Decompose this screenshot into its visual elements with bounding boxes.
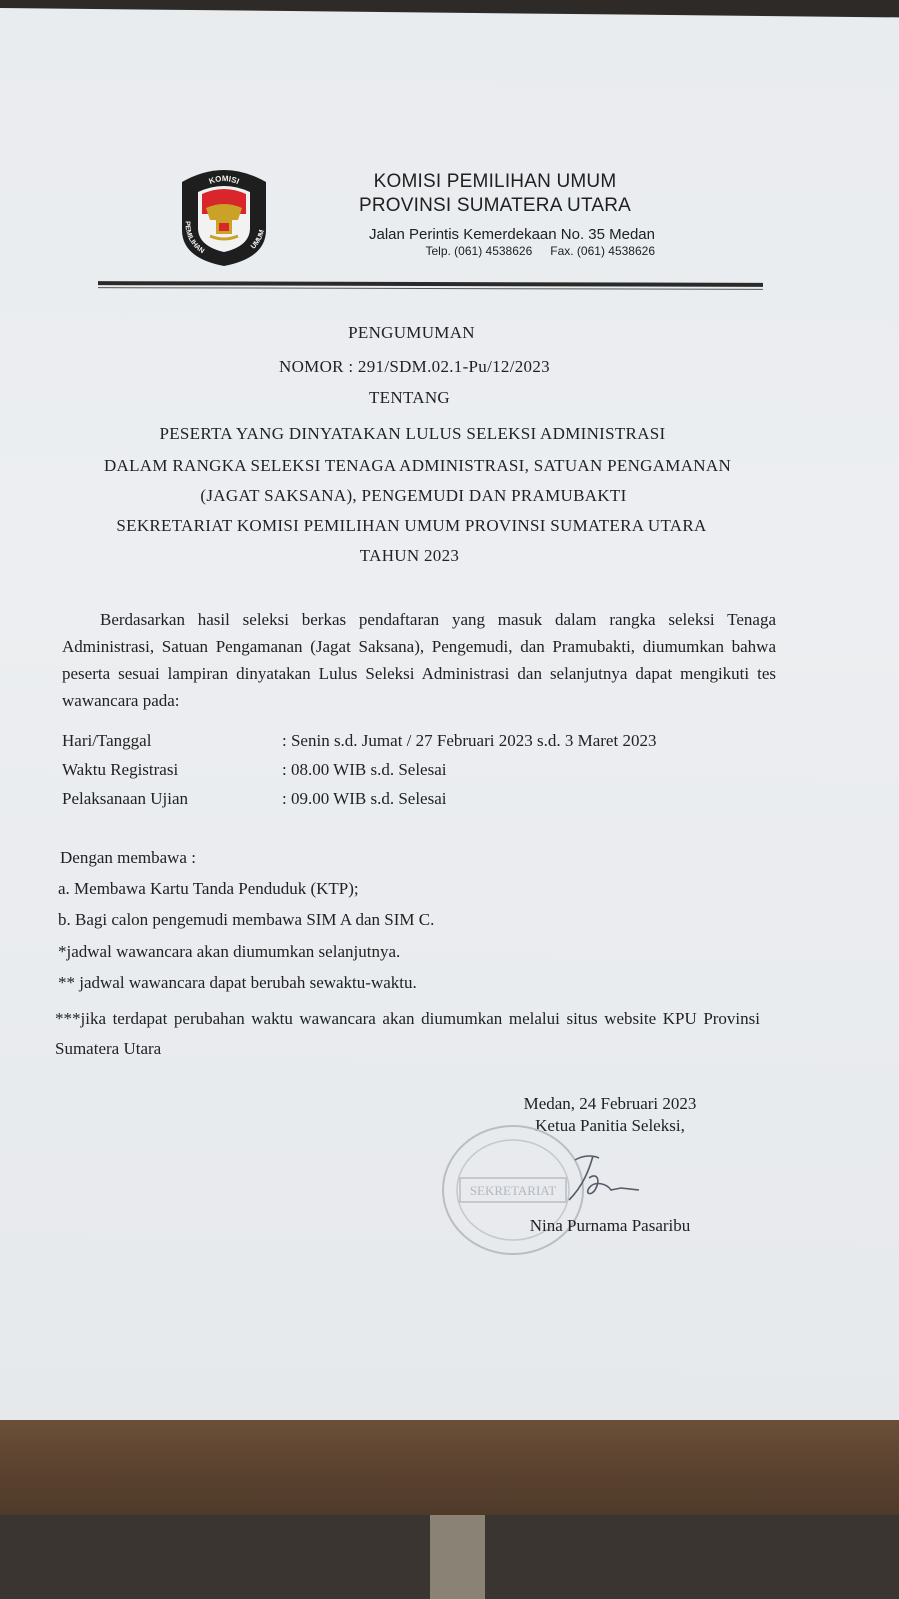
note: *jadwal wawancara akan diumumkan selanjutnya. (58, 942, 401, 961)
schedule-label: Pelaksanaan Ujian (62, 789, 189, 808)
schedule-label: Waktu Registrasi (62, 760, 179, 779)
org-address: Jalan Perintis Kemerdekaan No. 35 Medan (369, 226, 655, 243)
subject-line: TAHUN 2023 (359, 546, 460, 565)
schedule-row (62, 789, 446, 809)
signature-position: Ketua Panitia Seleksi, (535, 1116, 685, 1135)
signature-place-date: Medan, 24 Februari 2023 (523, 1094, 697, 1113)
header-divider-thin (98, 287, 763, 290)
bring-intro: Dengan membawa : (60, 848, 196, 867)
schedule-row (62, 731, 656, 751)
schedule-row (62, 760, 446, 780)
announcement-heading: PENGUMUMAN (348, 323, 475, 342)
announcement-about: TENTANG (369, 388, 450, 407)
bring-item: a. Membawa Kartu Tanda Penduduk (KTP); (58, 879, 359, 898)
schedule-value: : Senin s.d. Jumat / 27 Februari 2023 s.d. 3 Maret 2023 (282, 731, 657, 750)
stamp-text: SEKRETARIAT (469, 1183, 557, 1198)
handwritten-signature-icon (555, 1150, 645, 1210)
subject-line: SEKRETARIAT KOMISI PEMILIHAN UMUM PROVINSI SUMATERA UTARA (116, 516, 707, 535)
subject-line: PESERTA YANG DINYATAKAN LULUS SELEKSI ADMINISTRASI (159, 424, 666, 443)
bring-item: b. Bagi calon pengemudi membawa SIM A dan SIM C. (58, 910, 435, 929)
table-leg (430, 1515, 485, 1599)
subject-line: (JAGAT SAKSANA), PENGEMUDI DAN PRAMUBAKTI (200, 486, 627, 505)
logo-text-left: PEMILIHAN (183, 220, 206, 256)
announcement-number: NOMOR : 291/SDM.02.1-Pu/12/2023 (279, 357, 550, 376)
letterhead (335, 170, 655, 258)
schedule-value: : 09.00 WIB s.d. Selesai (282, 789, 447, 808)
floor (0, 1515, 899, 1599)
org-name-line2: PROVINSI SUMATERA UTARA (358, 195, 632, 216)
note: ***jika terdapat perubahan waktu wawancara akan diumumkan melalui situs website KPU Provinsi Sumatera Utara (55, 1009, 760, 1058)
kpu-logo-icon (176, 162, 272, 268)
note: ** jadwal wawancara dapat berubah sewaktu-waktu. (58, 973, 417, 992)
schedule-label: Hari/Tanggal (62, 731, 152, 750)
logo-text-top: KOMISI (207, 174, 241, 187)
body-paragraph: Berdasarkan hasil seleksi berkas pendaftaran yang masuk dalam rangka seleksi Tenaga Administrasi, Satuan Pengamanan (Jagat Saksana), Pengemudi, dan Pramubakti, diumumkan bahwa peserta sesuai lampiran dinyatakan Lulus Seleksi Administrasi dan selanjutnya dapat mengikuti tes wawancara pada: (62, 610, 776, 710)
table-edge (0, 1420, 899, 1515)
header-divider (98, 281, 763, 287)
telp-number: Telp. (061) 4538626 (425, 244, 533, 258)
fax-number: Fax. (061) 4538626 (550, 244, 655, 258)
subject-line: DALAM RANGKA SELEKSI TENAGA ADMINISTRASI, SATUAN PENGAMANAN (103, 456, 732, 475)
schedule-value: : 08.00 WIB s.d. Selesai (282, 760, 447, 779)
org-name-line1: KOMISI PEMILIHAN UMUM (373, 171, 617, 192)
signatory-name: Nina Purnama Pasaribu (529, 1216, 691, 1235)
org-contact (335, 244, 655, 258)
logo-text-right: UMUM (249, 229, 267, 251)
